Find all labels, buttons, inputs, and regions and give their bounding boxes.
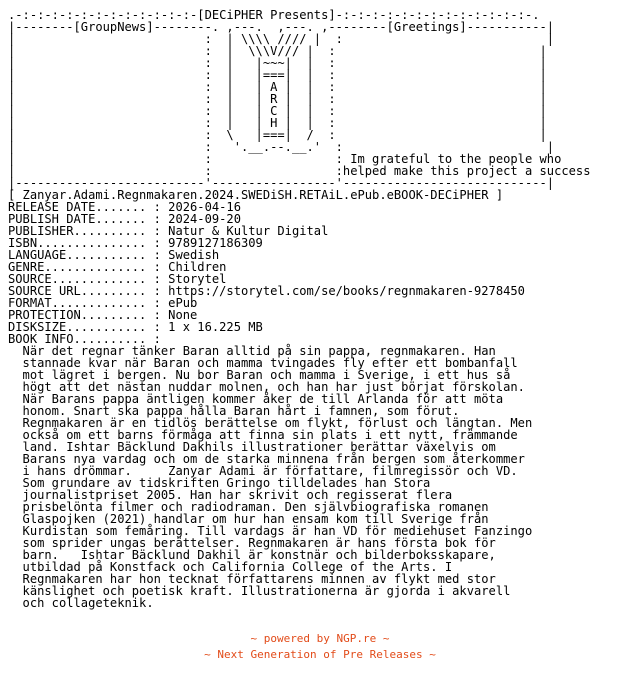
nfo-line: Kurdistan som femåring. Till vardags är han VD för mediehuset Fanzingo	[8, 524, 533, 538]
nfo-line: högt att det nästan nuddar molnen, och han har just börjat förskolan.	[8, 380, 525, 394]
nfo-line: barn. Ishtar Bäcklund Dakhil är konstnär och bilderboksskapare,	[8, 548, 496, 562]
footer-tagline: ~ Next Generation of Pre Releases ~	[204, 648, 436, 661]
nfo-line: | : | |===| | : |	[8, 68, 547, 82]
nfo-line: SOURCE............. : Storytel	[8, 272, 227, 286]
nfo-line: prisbelönta filmer och radiodraman. Den självbiografiska romanen	[8, 500, 489, 514]
nfo-line: | : | |~~~| | : |	[8, 56, 547, 70]
nfo-line: journalistpriset 2005. Han har skrivit och regisserat flera	[8, 488, 453, 502]
nfo-line: honom. Snart ska pappa hålla Baran hårt i famnen, som förut.	[8, 404, 460, 418]
nfo-line: SOURCE URL......... : https://storytel.com/se/books/regnmakaren-9278450	[8, 284, 525, 298]
nfo-line: PROTECTION......... : None	[8, 308, 198, 322]
nfo-line: också om ett barns förmåga att finna sin plats i ett nytt, främmande	[8, 428, 518, 442]
nfo-line: | : | \\\V/// | : |	[8, 44, 547, 58]
nfo-line: När det regnar tänker Baran alltid på sin pappa, regnmakaren. Han	[8, 344, 496, 358]
nfo-line: som sprider ungas berättelser. Regnmakaren är hans första bok för	[8, 536, 496, 550]
nfo-line: utbildad på Konstfack och California College of the Arts. I	[8, 560, 453, 574]
nfo-line: | : \ |===| / : |	[8, 128, 547, 142]
nfo-line: [ Zanyar.Adami.Regnmakaren.2024.SWEDiSH.RETAiL.ePub.eBOOK-DECiPHER ]	[8, 188, 504, 202]
nfo-line: | : | | R | | : |	[8, 92, 547, 106]
nfo-line: Regnmakaren är en tidlös berättelse om flykt, förlust och längtan. Men	[8, 416, 533, 430]
nfo-line: PUBLISHER.......... : Natur & Kultur Digital	[8, 224, 329, 238]
nfo-line: DISKSIZE........... : 1 x 16.225 MB	[8, 320, 263, 334]
nfo-line: | : '.__.--.__.' : |	[8, 140, 555, 154]
nfo-line: .-:-:-:-:-:-:-:-:-:-:-:-:-[DECiPHER Presents]-:-:-:-:-:-:-:-:-:-:-:-:-:-.	[8, 8, 540, 22]
nfo-line: Barans nya vardag och om de starka minnena från bergen som återkommer	[8, 452, 525, 466]
footer-powered-by: ~ powered by NGP.re ~	[250, 632, 390, 645]
nfo-line: BOOK INFO.......... :	[8, 332, 161, 346]
nfo-line: |--------------------------'-----------------'----------------------------|	[8, 176, 555, 190]
nfo-line: LANGUAGE........... : Swedish	[8, 248, 220, 262]
nfo-line: | : :helped make this project a success	[8, 164, 591, 178]
nfo-line: | : | | C | | : |	[8, 104, 547, 118]
nfo-line: | : | | A | | : |	[8, 80, 547, 94]
nfo-line: | : | | H | | : |	[8, 116, 547, 130]
nfo-line: RELEASE DATE....... : 2026-04-16	[8, 200, 241, 214]
nfo-line: och collageteknik.	[8, 596, 154, 610]
nfo-line: Glaspojken (2021) handlar om hur han ensam kom till Sverige från	[8, 512, 489, 526]
nfo-line: Som grundare av tidskriften Gringo tilldelades han Stora	[8, 476, 431, 490]
nfo-line: i hans drömmar. Zanyar Adami är författare, filmregissör och VD.	[8, 464, 518, 478]
nfo-line: PUBLISH DATE....... : 2024-09-20	[8, 212, 241, 226]
nfo-line: | : : Im grateful to the people who	[8, 152, 562, 166]
nfo-line: mot lägret i bergen. Nu bor Baran och mamma i Sverige, i ett hus så	[8, 368, 511, 382]
nfo-line: känslighet och poetisk kraft. Illustrationerna är gjorda i akvarell	[8, 584, 511, 598]
nfo-line: |--------[GroupNews]--------. ,---. ,---. ,--------[Greetings]-----------|	[8, 20, 555, 34]
nfo-line: land. Ishtar Bäcklund Dakhils illustrationer berättar växelvis om	[8, 440, 496, 454]
nfo-line: GENRE.............. : Children	[8, 260, 227, 274]
nfo-line: När Barans pappa äntligen kommer åker de till Arlanda för att möta	[8, 392, 504, 406]
nfo-line: | : | \\\\ //// | : |	[8, 32, 555, 46]
nfo-line: Regnmakaren har hon tecknat författarens minnen av flykt med stor	[8, 572, 496, 586]
nfo-line: FORMAT............. : ePub	[8, 296, 198, 310]
nfo-line: ISBN............... : 9789127186309	[8, 236, 263, 250]
nfo-line: stannade kvar när Baran och mamma tvingades fly efter ett bombanfall	[8, 356, 518, 370]
nfo-text-block	[8, 9, 590, 609]
